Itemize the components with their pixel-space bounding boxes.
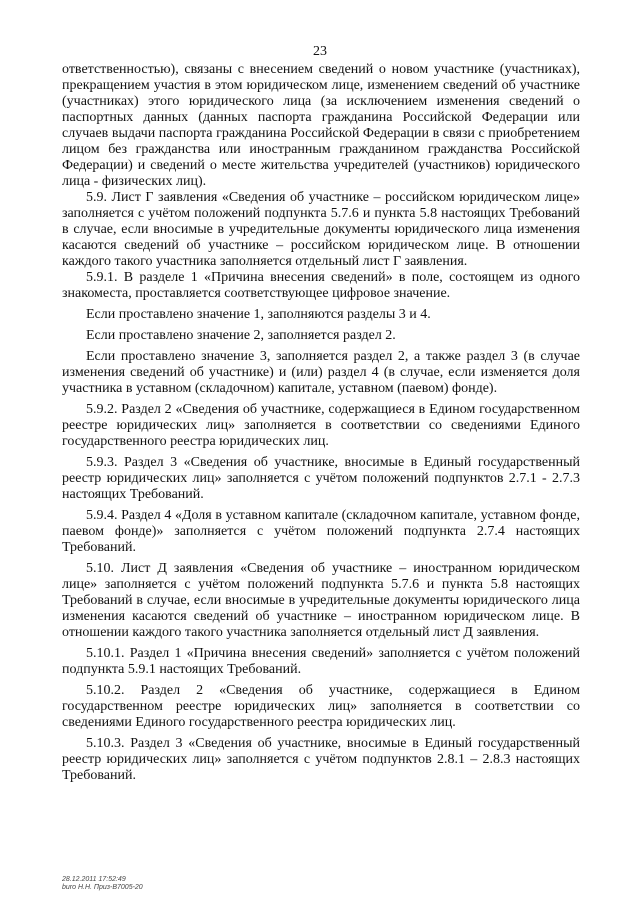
paragraph-5-9-2: 5.9.2. Раздел 2 «Сведения об участнике, содержащиеся в Едином государственном реестре юридических лиц» заполняется в соответствии со сведениями Единого государственного реестра юридических лиц. [62,402,580,449]
paragraph-5-10-3: 5.10.3. Раздел 3 «Сведения об участнике, вносимые в Единый государственный реестр юридических лиц» заполняется с учётом подпунктов 2.8.1 – 2.8.3 настоящих Требований. [62,736,580,783]
footer-doc-id: buro Н.Н. Приз-В7005-20 [62,884,143,891]
paragraph-5-10-2: 5.10.2. Раздел 2 «Сведения об участнике, содержащиеся в Едином государственном реестре юридических лиц» заполняется в соответствии со сведениями Единого государственного реестра юридических лиц. [62,683,580,730]
paragraph-5-9-3: 5.9.3. Раздел 3 «Сведения об участнике, вносимые в Единый государственный реестр юридических лиц» заполняется с учётом положений подпунктов 2.7.1 - 2.7.3 настоящих Требований. [62,455,580,502]
footer-stamp [62,876,143,892]
footer-timestamp: 28.12.2011 17:52:49 [62,876,126,883]
paragraph-5-9: 5.9. Лист Г заявления «Сведения об участнике – российском юридическом лице» заполняется с учётом положений подпункта 5.7.6 и пункта 5.8 настоящих Требований в случае, если вносимые в учредительные документы юридического лица изменения касаются сведений об участнике – российском юридическом лице. В отношении каждого такого участника заполняется отдельный лист Г заявления. [62,190,580,269]
paragraph-5-9-4: 5.9.4. Раздел 4 «Доля в уставном капитале (складочном капитале, уставном фонде, паевом фонде)» заполняется с учётом положений подпункта 2.7.4 настоящих Требований. [62,508,580,555]
page-number: 23 [313,44,327,59]
paragraph-5-10-1: 5.10.1. Раздел 1 «Причина внесения сведений» заполняется с учётом положений подпункта 5.9.1 настоящих Требований. [62,646,580,677]
paragraph-value-2: Если проставлено значение 2, заполняется раздел 2. [86,328,396,343]
paragraph-value-3: Если проставлено значение 3, заполняется раздел 2, а также раздел 3 (в случае изменения сведений об участнике) и (или) раздел 4 (в случае, если изменяется доля участника в уставном (складочном) капитале, уставном (паевом) фонде). [62,349,580,396]
paragraph-5-10: 5.10. Лист Д заявления «Сведения об участнике – иностранном юридическом лице» заполняется с учётом положений подпункта 5.7.6 и пункта 5.8 настоящих Требований в случае, если вносимые в учредительные документы юридического лица изменения касаются сведений об участнике – иностранном юридическом лице. В отношении каждого такого участника заполняется отдельный лист Д заявления. [62,561,580,640]
paragraph-5-9-1: 5.9.1. В разделе 1 «Причина внесения сведений» в поле, состоящем из одного знакоместа, проставляется соответствующее цифровое значение. [62,270,580,301]
paragraph-continuation: ответственностью), связаны с внесением сведений о новом участнике (участниках), прекращением участия в этом юридическом лице, изменением сведений об участнике (участниках) этого юридического лица (за исключением изменения сведений о паспортных данных (данных паспорта гражданина Российской Федерации или случаев выдачи паспорта гражданина Российской Федерации в связи с приобретением лицом без гражданства или иностранным гражданином гражданства Российской Федерации) и сведений о месте жительства учредителей (участников) юридического лица - физических лиц). [62,62,580,189]
document-body [62,62,580,784]
paragraph-value-1: Если проставлено значение 1, заполняются разделы 3 и 4. [86,307,431,322]
